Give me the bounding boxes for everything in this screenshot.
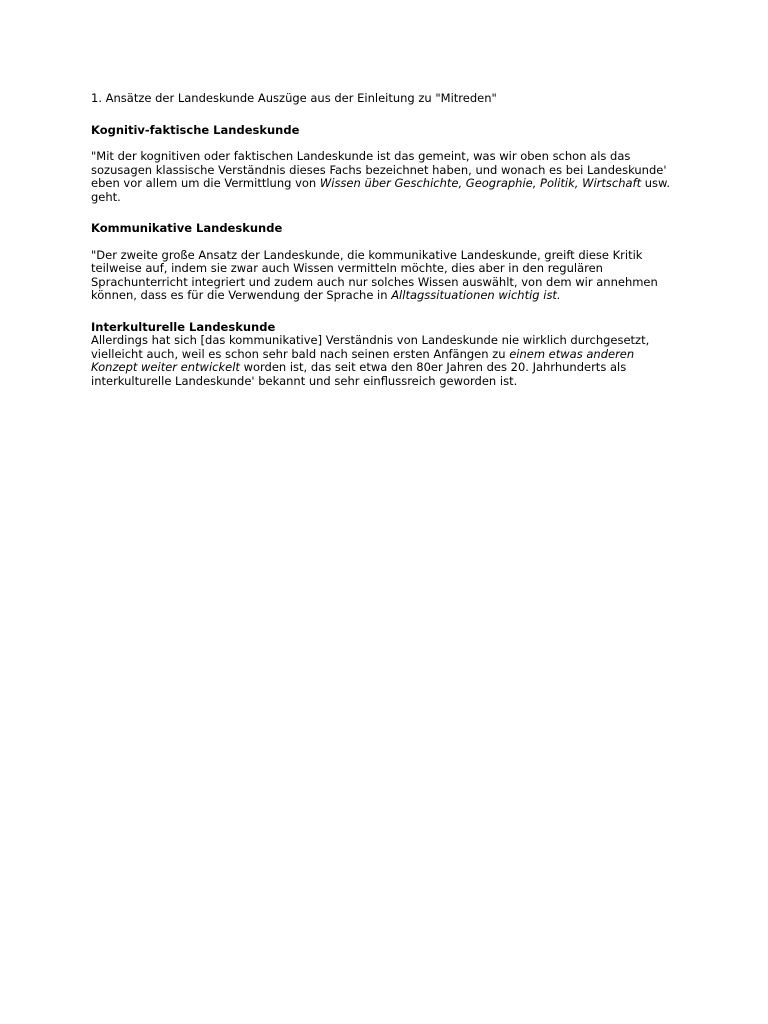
paragraph-emphasis: Alltagssituationen wichtig ist.: [391, 288, 561, 302]
paragraph-text: Allerdings hat sich [das kommunikative] Verständnis von Landeskunde nie wirklich durchgesetzt, vielleicht auch, weil es schon sehr bald nach seinen ersten Anfängen zu: [91, 333, 650, 361]
section-heading-kommunikativ: Kommunikative Landeskunde: [91, 221, 283, 235]
paragraph-text: worden ist, das seit etwa den 80er Jahren des 20. Jahrhunderts als interkulturelle Landeskunde' bekannt und sehr einflussreich geworden ist.: [91, 360, 627, 388]
section-paragraph-kognitiv: [91, 150, 681, 204]
section-heading-kognitiv: Kognitiv-faktische Landeskunde: [91, 122, 300, 137]
paragraph-emphasis: Wissen über Geschichte, Geographie, Politik, Wirtschaft: [319, 176, 642, 190]
section-paragraph-kommunikativ: [91, 249, 681, 303]
paragraph-emphasis: einem etwas anderen Konzept weiter entwickelt: [91, 346, 635, 374]
intro-line: 1. Ansätze der Landeskunde Auszüge aus der Einleitung zu "Mitreden": [91, 91, 497, 105]
paragraph-text: "Der zweite große Ansatz der Landeskunde, die kommunikative Landeskunde, greift diese Kritik teilweise auf, indem sie zwar auch Wissen vermitteln möchte, dies aber in den regulären Sprachunterricht integriert und zudem auch nur solches Wissen auswählt, von dem wir annehmen können, dass es für die Verwendung der Sprache in: [91, 247, 658, 302]
section-heading-interkulturell: Interkulturelle Landeskunde: [91, 319, 276, 334]
section-paragraph-interkulturell: [91, 334, 681, 388]
paragraph-text: usw. geht.: [91, 176, 671, 204]
document-body: [91, 92, 681, 406]
paragraph-text: "Mit der kognitiven oder faktischen Landeskunde ist das gemeint, was wir oben schon als das sozusagen klassische Verständnis dieses Fachs bezeichnet haben, und wonach es bei Landeskunde' eben vor allem um die Vermittlung von: [91, 149, 667, 190]
